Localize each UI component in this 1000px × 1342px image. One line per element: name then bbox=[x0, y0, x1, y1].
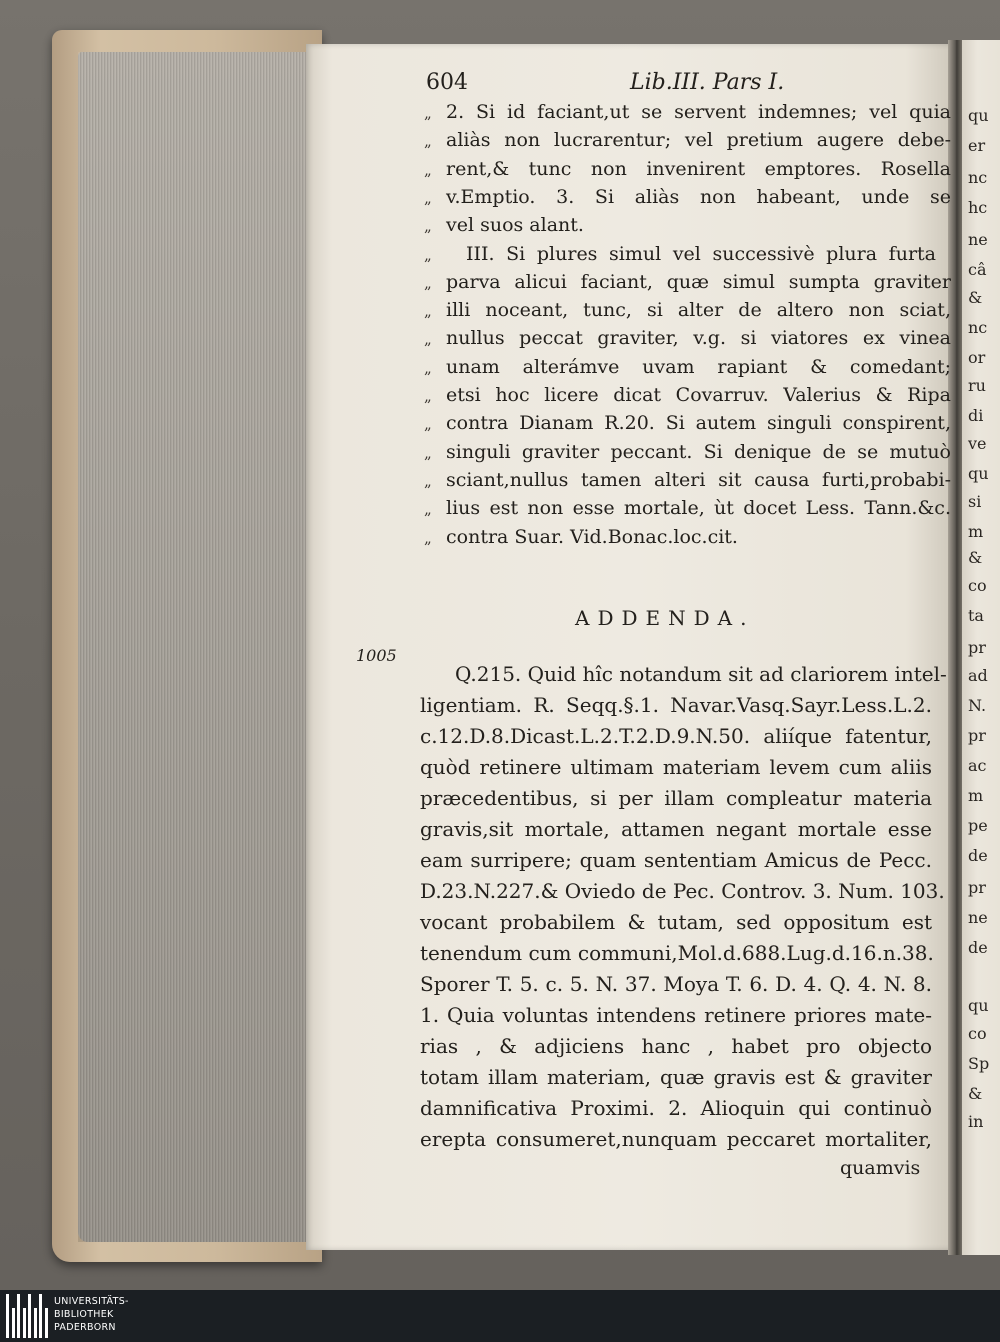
fragment-text: de bbox=[968, 846, 988, 865]
fragment-text: ta bbox=[968, 606, 984, 625]
text-line: etsi hoc licere dicat Covarruv. Valerius & Ripa bbox=[446, 384, 951, 406]
text-line: erepta consumeret,nunquam peccaret mortaliter, bbox=[420, 1127, 932, 1151]
text-line: præcedentibus, si per illam compleatur materia bbox=[420, 786, 932, 810]
quote-mark: „ bbox=[424, 528, 432, 547]
fragment-text: & bbox=[968, 548, 983, 567]
quote-mark: „ bbox=[424, 132, 432, 151]
quote-mark: „ bbox=[424, 500, 432, 519]
text-line: gravis,sit mortale, attamen negant mortale esse bbox=[420, 817, 932, 841]
text-line: vocant probabilem & tutam, sed oppositum est bbox=[420, 910, 932, 934]
logo-line: BIBLIOTHEK bbox=[54, 1309, 114, 1320]
fragment-text: di bbox=[968, 406, 984, 425]
text-line: aliàs non lucrarentur; vel pretium augere debe- bbox=[446, 129, 951, 152]
quote-mark: „ bbox=[424, 471, 432, 490]
logo-bar bbox=[12, 1308, 15, 1338]
fragment-text: qu bbox=[968, 464, 989, 483]
fragment-text: N. bbox=[968, 696, 987, 715]
fragment-text: & bbox=[968, 1084, 983, 1103]
text-line: D.23.N.227.& Oviedo de Pec. Controv. 3. Num. 103. bbox=[420, 879, 945, 903]
logo-bar bbox=[34, 1308, 37, 1338]
text-line: ligentiam. R. Seqq.§.1. Navar.Vasq.Sayr.Less.L.2. bbox=[420, 693, 932, 717]
quote-mark: „ bbox=[424, 188, 432, 207]
text-line: 2. Si id faciant,ut se servent indemnes; vel quia bbox=[446, 101, 951, 123]
fragment-text: pr bbox=[968, 726, 986, 745]
text-line: quòd retinere ultimam materiam levem cum aliis bbox=[420, 755, 932, 779]
running-title: Lib.III. Pars I. bbox=[630, 70, 785, 95]
fragment-text: si bbox=[968, 492, 982, 511]
text-line: contra Suar. Vid.Bonac.loc.cit. bbox=[446, 525, 738, 548]
logo-bar bbox=[6, 1294, 9, 1338]
text-line: parva alicui faciant, quæ simul sumpta graviter bbox=[446, 270, 951, 293]
logo-line: UNIVERSITÄTS- bbox=[54, 1296, 129, 1307]
fragment-text: & bbox=[968, 288, 983, 307]
fragment-text: nc bbox=[968, 168, 988, 187]
fragment-text: câ bbox=[968, 260, 987, 279]
quote-mark: „ bbox=[424, 330, 432, 349]
quote-mark: „ bbox=[424, 387, 432, 405]
text-line: singuli graviter peccant. Si denique de se mutuò bbox=[446, 440, 951, 463]
fragment-text: or bbox=[968, 348, 986, 367]
page-edges bbox=[78, 52, 310, 1242]
fragment-text: pr bbox=[968, 638, 986, 657]
fragment-text: in bbox=[968, 1112, 984, 1131]
fragment-text: m bbox=[968, 522, 984, 541]
text-line: v.Emptio. 3. Si aliàs non habeant, unde se bbox=[446, 185, 951, 208]
fragment-text: pr bbox=[968, 878, 986, 897]
text-line: Sporer T. 5. c. 5. N. 37. Moya T. 6. D. 4. Q. 4. N. 8. bbox=[420, 972, 932, 996]
text-line: tenendum cum communi,Mol.d.688.Lug.d.16.n.38. bbox=[420, 941, 934, 965]
fragment-text: nc bbox=[968, 318, 988, 337]
text-line: rias , & adjiciens hanc , habet pro objecto bbox=[420, 1034, 932, 1058]
fragment-text: Sp bbox=[968, 1054, 990, 1073]
fragment-text: ac bbox=[968, 756, 987, 775]
text-line: contra Dianam R.20. Si autem singuli conspirent, bbox=[446, 412, 951, 435]
library-logo-text bbox=[54, 1295, 129, 1334]
logo-bar bbox=[28, 1294, 31, 1338]
logo-bar bbox=[45, 1308, 48, 1338]
logo-bar bbox=[39, 1294, 42, 1338]
fragment-text: er bbox=[968, 136, 986, 155]
fragment-text: qu bbox=[968, 996, 989, 1015]
fragment-text: co bbox=[968, 1024, 987, 1043]
text-line: sciant,nullus tamen alteri sit causa furti,probabi- bbox=[446, 468, 951, 491]
fragment-text: ne bbox=[968, 230, 988, 249]
text-line: totam illam materiam, quæ gravis est & graviter bbox=[420, 1065, 932, 1089]
quote-mark: „ bbox=[424, 273, 432, 292]
fragment-text: ad bbox=[968, 666, 988, 685]
fragment-text: pe bbox=[968, 816, 988, 835]
page-number: 604 bbox=[426, 70, 468, 95]
quote-mark: „ bbox=[424, 104, 432, 122]
text-line: damnificativa Proximi. 2. Alioquin qui continuò bbox=[420, 1096, 932, 1120]
fragment-text: qu bbox=[968, 106, 989, 125]
text-line: lius est non esse mortale, ùt docet Less. Tann.&c. bbox=[446, 497, 951, 520]
quote-mark: „ bbox=[424, 443, 432, 462]
text-line: eam surripere; quam sententiam Amicus de Pecc. bbox=[420, 848, 932, 872]
fragment-text: ne bbox=[968, 908, 988, 927]
logo-bar bbox=[23, 1308, 26, 1338]
logo-line: PADERBORN bbox=[54, 1322, 116, 1333]
text-line: illi noceant, tunc, si alter de altero non sciat, bbox=[446, 299, 951, 322]
quote-mark: „ bbox=[424, 302, 432, 321]
facing-page-fragment bbox=[962, 40, 1000, 1255]
fragment-text: co bbox=[968, 576, 987, 595]
fragment-text: ve bbox=[968, 434, 987, 453]
quote-mark: „ bbox=[424, 358, 432, 377]
text-line: c.12.D.8.Dicast.L.2.T.2.D.9.N.50. aliíque fatentur, bbox=[420, 724, 932, 748]
quote-mark: „ bbox=[424, 217, 432, 236]
text-line: III. Si plures simul vel successivè plura furta bbox=[466, 242, 936, 265]
fragment-text: hc bbox=[968, 198, 988, 217]
logo-bar bbox=[17, 1294, 20, 1338]
fragment-text: m bbox=[968, 786, 984, 805]
catchword: quamvis bbox=[840, 1157, 921, 1179]
quote-mark: „ bbox=[424, 245, 432, 264]
library-logo-icon bbox=[6, 1294, 50, 1338]
library-footer bbox=[0, 1290, 1000, 1342]
text-line: nullus peccat graviter, v.g. si viatores ex vinea bbox=[446, 327, 951, 350]
text-line: Q.215. Quid hîc notandum sit ad clariorem intel- bbox=[455, 662, 947, 686]
quote-mark: „ bbox=[424, 160, 432, 179]
quote-mark: „ bbox=[424, 415, 432, 434]
fragment-text: ru bbox=[968, 376, 986, 395]
addenda-heading: ADDENDA. bbox=[575, 606, 755, 630]
text-line: vel suos alant. bbox=[446, 214, 584, 237]
text-line: rent,& tunc non invenirent emptores. Rosella bbox=[446, 157, 951, 180]
fragment-text: de bbox=[968, 938, 988, 957]
text-line: unam alterámve uvam rapiant & comedant; bbox=[446, 355, 951, 378]
margin-number: 1005 bbox=[356, 646, 397, 665]
text-line: 1. Quia voluntas intendens retinere priores mate- bbox=[420, 1003, 932, 1027]
